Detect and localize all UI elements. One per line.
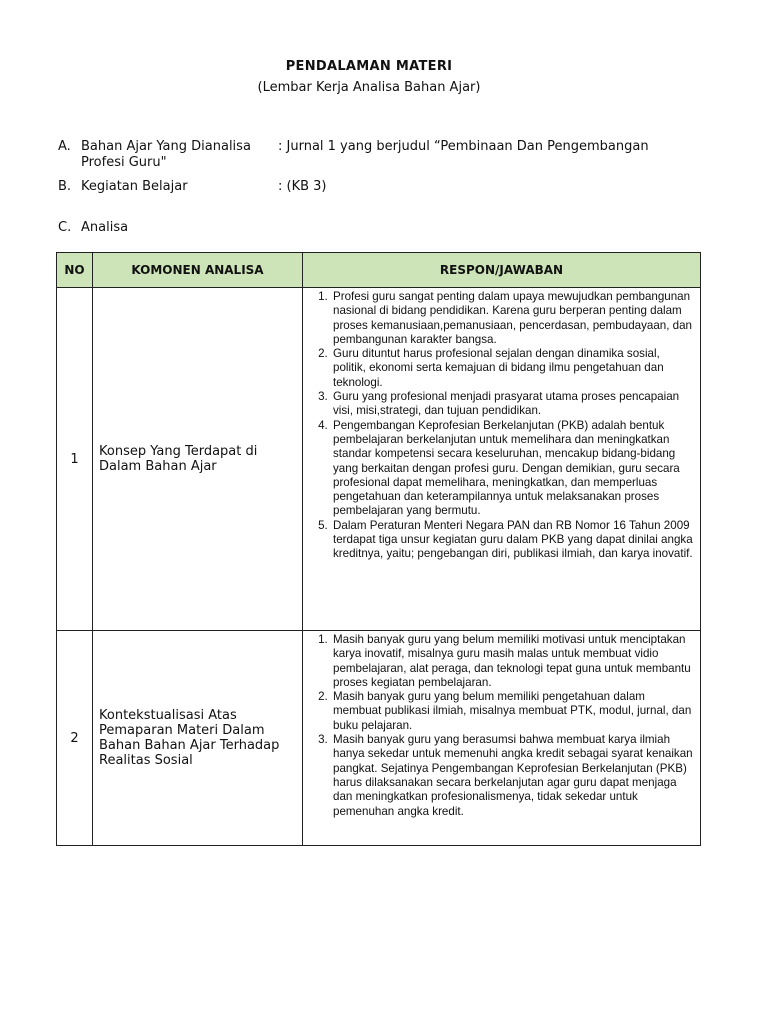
page-subtitle: (Lembar Kerja Analisa Bahan Ajar)	[257, 80, 481, 95]
response-list	[307, 633, 694, 819]
response-item: 2. Masih banyak guru yang belum memiliki pengetahuan dalam membuat publikasi ilmiah, misalnya membuat PTK, modul, jurnal, dan buku pelajaran.	[331, 690, 694, 733]
section-a-value: : Jurnal 1 yang berjudul “Pembinaan Dan Pengembangan	[278, 139, 649, 154]
page-title: PENDALAMAN MATERI	[285, 59, 453, 74]
response-item: 2. Guru dituntut harus profesional sejalan dengan dinamika sosial, politik, ekonomi serta kemajuan di bidang ilmu pengetahuan dan teknologi.	[331, 347, 694, 390]
response-item: 1. Masih banyak guru yang belum memiliki motivasi untuk menciptakan karya inovatif, misalnya guru masih malas untuk membuat vidio pembelajaran, alat peraga, dan teknologi tepat guna untuk membantu proses kegiatan pembelajaran.	[331, 633, 694, 690]
section-c	[58, 220, 698, 238]
section-a-letter: A.	[58, 139, 71, 154]
row-number: 1	[57, 288, 93, 631]
response-list	[307, 290, 694, 562]
section-c-letter: C.	[58, 220, 72, 235]
table-header-row	[57, 253, 701, 288]
section-c-label: Analisa	[81, 220, 129, 235]
table-row	[57, 631, 701, 846]
row-response	[303, 288, 701, 631]
row-component: Kontekstualisasi Atas Pemaparan Materi Dalam Bahan Bahan Ajar Terhadap Realitas Sosial	[93, 631, 303, 846]
row-component: Konsep Yang Terdapat di Dalam Bahan Ajar	[93, 288, 303, 631]
analysis-table	[56, 252, 701, 846]
response-item: 3. Guru yang profesional menjadi prasyarat utama proses pencapaian visi, misi,strategi, dan tujuan pendidikan.	[331, 390, 694, 419]
response-item: 3. Masih banyak guru yang berasumsi bahwa membuat karya ilmiah hanya sekedar untuk memenuhi angka kredit sebagai syarat kenaikan pangkat. Sejatinya Pengembangan Keprofesian Berkelanjutan (PKB) harus dilaksanakan secara berkelanjutan agar guru dapat menjaga dan meningkatkan profesionalismenya, tidak sekedar untuk pemenuhan angka kredit.	[331, 733, 694, 819]
header-response: RESPON/JAWABAN	[303, 253, 701, 288]
response-item: 5. Dalam Peraturan Menteri Negara PAN dan RB Nomor 16 Tahun 2009 terdapat tiga unsur kegiatan guru dalam PKB yang dapat dinilai angka kreditnya, yaitu; pengebangan diri, publikasi ilmiah, dan karya inovatif.	[331, 519, 694, 562]
section-b	[58, 179, 698, 197]
section-a-label: Bahan Ajar Yang Dianalisa Profesi Guru"	[81, 139, 251, 170]
response-item: 1. Profesi guru sangat penting dalam upaya mewujudkan pembangunan nasional di bidang pendidikan. Karena guru berperan penting dalam proses kemanusiaan,pemanusiaan, pencerdasan, pembudayaan, dan pembangunan karakter bangsa.	[331, 290, 694, 347]
row-response	[303, 631, 701, 846]
table-row	[57, 288, 701, 631]
response-item: 4. Pengembangan Keprofesian Berkelanjutan (PKB) adalah bentuk pembelajaran berkelanjutan untuk memelihara dan meningkatkan standar kompetensi secara keseluruhan, mencakup bidang-bidang yang berkaitan dengan profesi guru. Dengan demikian, guru secara profesional dapat memelihara, meningkatkan, dan memperluas pengetahuan dan keterampilannya untuk melaksanakan proses pembelajaran yang bermutu.	[331, 419, 694, 519]
header-no: NO	[57, 253, 93, 288]
section-a	[58, 139, 698, 173]
section-b-letter: B.	[58, 179, 72, 194]
section-b-label: Kegiatan Belajar	[81, 179, 188, 194]
header-component: KOMONEN ANALISA	[93, 253, 303, 288]
row-number: 2	[57, 631, 93, 846]
section-b-value: : (KB 3)	[278, 179, 327, 194]
